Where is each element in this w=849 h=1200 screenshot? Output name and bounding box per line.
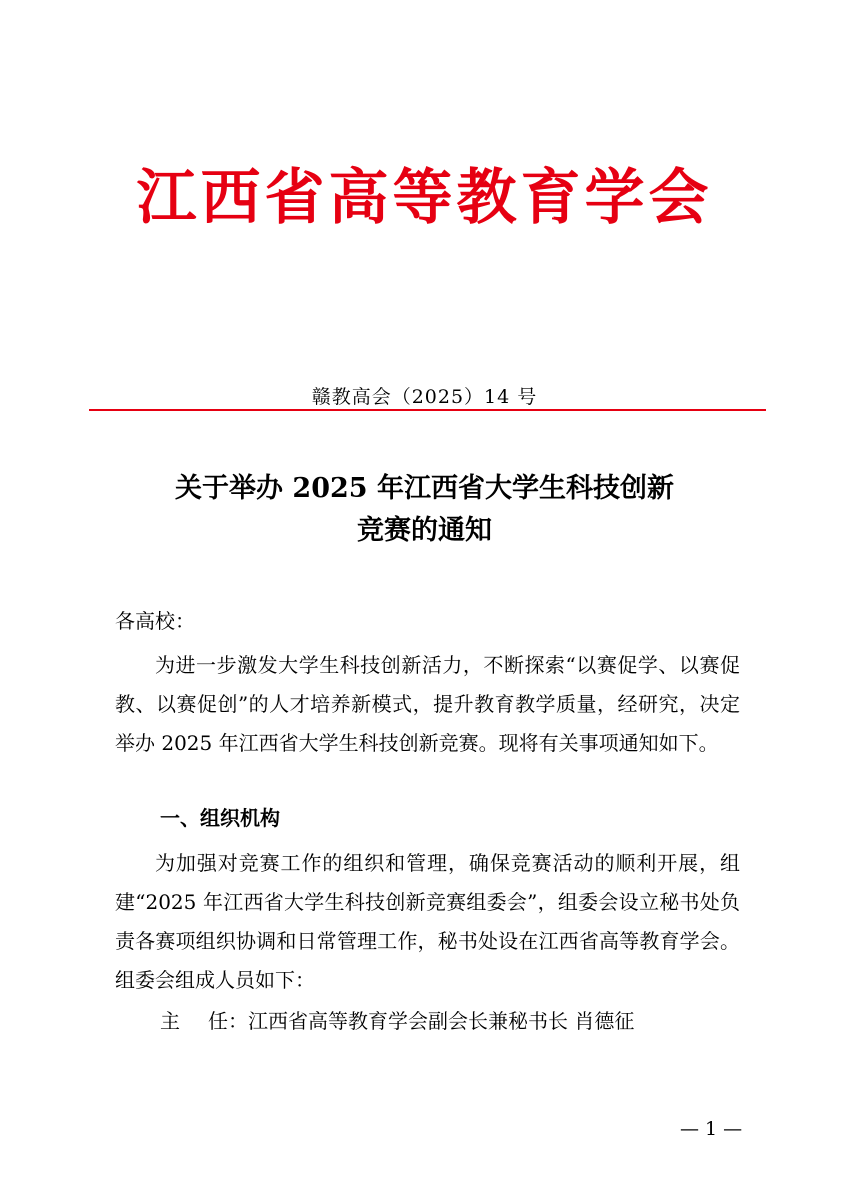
organization-paragraph: 为加强对竞赛工作的组织和管理，确保竞赛活动的顺利开展，组建“2025 年江西省大学生科技创新竞赛组委会”，组委会设立秘书处负责各赛项组织协调和日常管理工作，秘书处设在江西省高等教育学会。组委会组成人员如下： (115, 851, 740, 992)
title-line-2: 竞赛的通知 (357, 515, 492, 546)
page-number: — 1 — (680, 1118, 743, 1140)
intro-paragraph: 为进一步激发大学生科技创新活力，不断探索“以赛促学、以赛促教、以赛促创”的人才培养新模式，提升教育教学质量，经研究，决定举办 2025 年江西省大学生科技创新竞赛。现将有关事项通知如下。 (115, 653, 740, 755)
issuing-organization-header: 江西省高等教育学会 (136, 163, 713, 233)
section-heading-organization: 一、组织机构 (160, 806, 280, 830)
intro-paragraph-block (115, 646, 740, 763)
salutation: 各高校： (115, 609, 195, 633)
document-title (0, 468, 849, 552)
title-line-1: 关于举办 2025 年江西省大学生科技创新 (175, 473, 674, 504)
organization-paragraph-block (115, 844, 740, 1000)
committee-director-line (160, 1006, 634, 1036)
director-label-part1: 主 (160, 1009, 180, 1033)
director-label-part2: 任： (208, 1009, 248, 1033)
document-number: 赣教高会（2025）14 号 (311, 386, 538, 408)
director-value: 江西省高等教育学会副会长兼秘书长 肖德征 (248, 1009, 635, 1033)
red-divider-line (89, 409, 766, 411)
